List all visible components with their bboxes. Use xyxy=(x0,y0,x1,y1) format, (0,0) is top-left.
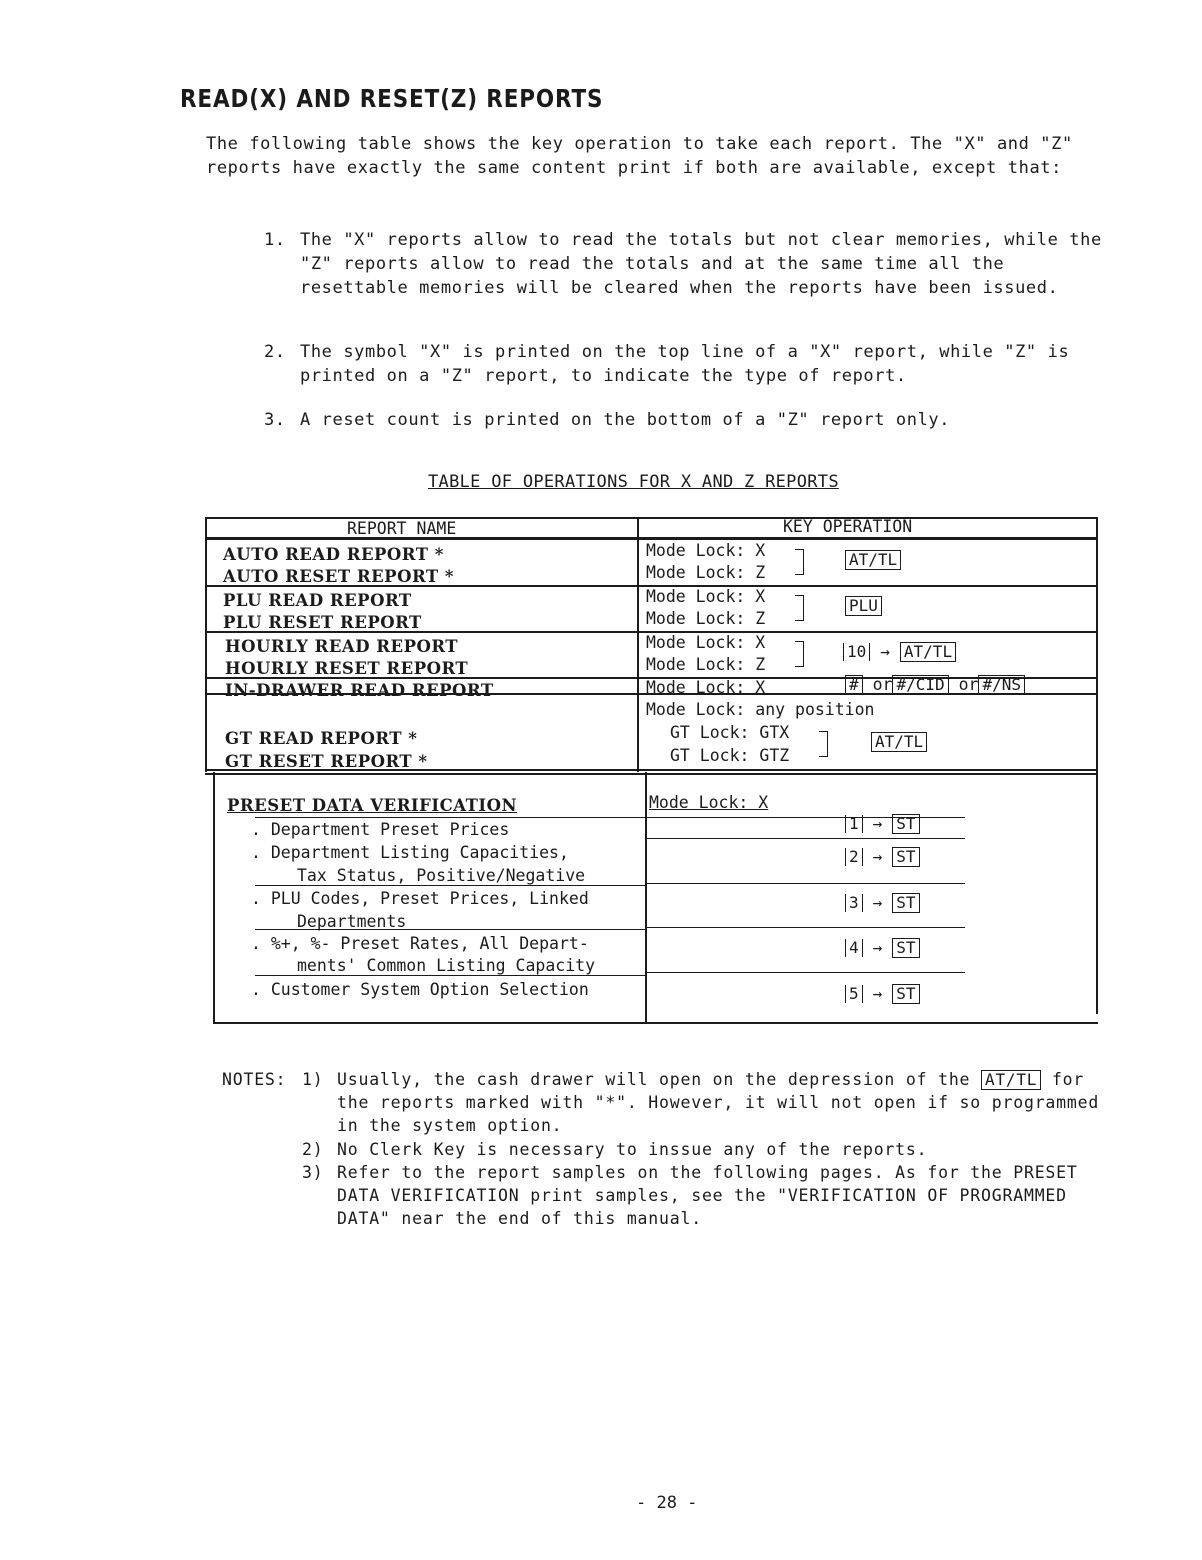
arrow-icon: → xyxy=(872,814,883,833)
st-key: ST xyxy=(892,847,919,867)
header-report-name: REPORT NAME xyxy=(347,519,457,538)
list-text: A reset count is printed on the bottom of a "Z" report only. xyxy=(300,410,951,430)
note-1-text-b: for the reports marked with "*". However, it will not open if so programmed in the system option. xyxy=(337,1070,1100,1135)
notes-label: NOTES: xyxy=(222,1070,287,1089)
list-item xyxy=(264,408,1114,432)
auto-mode-x: Mode Lock: X xyxy=(646,541,766,560)
note-number: 2) xyxy=(302,1140,324,1159)
auto-reset-label: AUTO RESET REPORT * xyxy=(223,567,455,586)
arrow-icon: → xyxy=(872,893,883,912)
note-3-text: Refer to the report samples on the following pages. As for the PRESET DATA VERIFICATION print samples, see the "VERIFICATION OF PROGRAMMED DATA" near the end of this manual. xyxy=(337,1163,1078,1228)
note-number: 3) xyxy=(302,1163,324,1182)
arrow-icon: → xyxy=(880,642,890,661)
st-key: ST xyxy=(892,814,919,834)
preset-row-4-line2: ments' Common Listing Capacity xyxy=(297,956,596,975)
preset-row-3-line2: Departments xyxy=(297,912,407,931)
plu-read-label: PLU READ REPORT xyxy=(223,591,412,610)
auto-read-label: AUTO READ REPORT * xyxy=(223,545,444,564)
or-text: or xyxy=(958,675,979,694)
st-key: ST xyxy=(892,893,919,913)
number-key: 3 xyxy=(845,894,863,912)
intro-paragraph: The following table shows the key operation to take each report. The "X" and "Z" reports have exactly the same content print if both are available, except that: xyxy=(206,134,1073,178)
hourly-read-label: HOURLY READ REPORT xyxy=(225,637,459,656)
gt-lock-x: GT Lock: GTX xyxy=(670,723,790,742)
preset-mode: Mode Lock: X xyxy=(649,793,769,812)
plu-mode-z: Mode Lock: Z xyxy=(646,609,766,628)
st-key: ST xyxy=(892,984,919,1004)
gt-mode: Mode Lock: any position xyxy=(646,700,875,719)
at-tl-key: AT/TL xyxy=(900,642,956,662)
or-text: or xyxy=(872,675,893,694)
number-key: 1 xyxy=(845,815,863,833)
hourly-mode-z: Mode Lock: Z xyxy=(646,655,766,674)
preset-row-1-line1: . Department Preset Prices xyxy=(251,820,510,839)
bracket xyxy=(795,549,804,575)
number-key: 2 xyxy=(845,848,863,866)
table-title: TABLE OF OPERATIONS FOR X AND Z REPORTS xyxy=(428,472,839,492)
hourly-mode-x: Mode Lock: X xyxy=(646,633,766,652)
st-key: ST xyxy=(892,938,919,958)
arrow-icon: → xyxy=(872,984,883,1003)
preset-title: PRESET DATA VERIFICATION xyxy=(227,796,518,815)
bracket xyxy=(795,641,804,667)
drawer-mode: Mode Lock: X xyxy=(646,678,766,697)
gt-read-label: GT READ REPORT * xyxy=(225,729,418,748)
list-item xyxy=(264,340,1114,388)
list-number: 3. xyxy=(264,410,286,430)
preset-row-3-line1: . PLU Codes, Preset Prices, Linked xyxy=(251,889,589,908)
list-text: The symbol "X" is printed on the top line of a "X" report, while "Z" is printed on a "Z" report, to indicate the type of report. xyxy=(300,342,1070,386)
gt-reset-label: GT RESET REPORT * xyxy=(225,752,428,771)
header-key-operation: KEY OPERATION xyxy=(783,517,913,536)
gt-lock-z: GT Lock: GTZ xyxy=(670,746,790,765)
at-tl-key: AT/TL xyxy=(981,1070,1041,1090)
hash-key: # xyxy=(845,675,863,695)
list-item xyxy=(264,228,1114,300)
plu-reset-label: PLU RESET REPORT xyxy=(223,613,422,632)
note-2-text: No Clerk Key is necessary to inssue any of the reports. xyxy=(337,1140,928,1159)
hash-ns-key: #/NS xyxy=(978,675,1025,695)
plu-mode-x: Mode Lock: X xyxy=(646,587,766,606)
preset-row-2-line1: . Department Listing Capacities, xyxy=(251,843,569,862)
drawer-read-label: IN-DRAWER READ REPORT xyxy=(225,681,494,700)
list-number: 1. xyxy=(264,230,286,250)
arrow-icon: → xyxy=(872,938,883,957)
bracket xyxy=(819,731,828,757)
number-key: 10 xyxy=(843,643,870,661)
list-number: 2. xyxy=(264,342,286,362)
hash-cid-key: #/CID xyxy=(892,675,948,695)
plu-key: PLU xyxy=(845,596,882,616)
at-tl-key: AT/TL xyxy=(845,550,901,570)
operations-table xyxy=(205,517,1098,1024)
page-title: READ(X) AND RESET(Z) REPORTS xyxy=(180,84,604,113)
at-tl-key: AT/TL xyxy=(871,732,927,752)
preset-row-5-line1: . Customer System Option Selection xyxy=(251,980,589,999)
preset-row-4-line1: . %+, %- Preset Rates, All Depart- xyxy=(251,934,589,953)
preset-row-2-line2: Tax Status, Positive/Negative xyxy=(297,866,586,885)
note-number: 1) xyxy=(302,1070,324,1089)
arrow-icon: → xyxy=(872,847,883,866)
auto-mode-z: Mode Lock: Z xyxy=(646,563,766,582)
notes-section xyxy=(222,1068,1122,1231)
page-number: - 28 - xyxy=(636,1493,698,1513)
hourly-reset-label: HOURLY RESET REPORT xyxy=(225,659,469,678)
note-1-text-a: Usually, the cash drawer will open on the depression of the xyxy=(337,1070,971,1089)
number-key: 5 xyxy=(845,985,863,1003)
list-text: The "X" reports allow to read the totals but not clear memories, while the "Z" reports allow to read the totals and at the same time all the resettable memories will be cleared when the reports have been issued. xyxy=(300,230,1102,298)
number-key: 4 xyxy=(845,939,863,957)
bracket xyxy=(795,595,804,621)
